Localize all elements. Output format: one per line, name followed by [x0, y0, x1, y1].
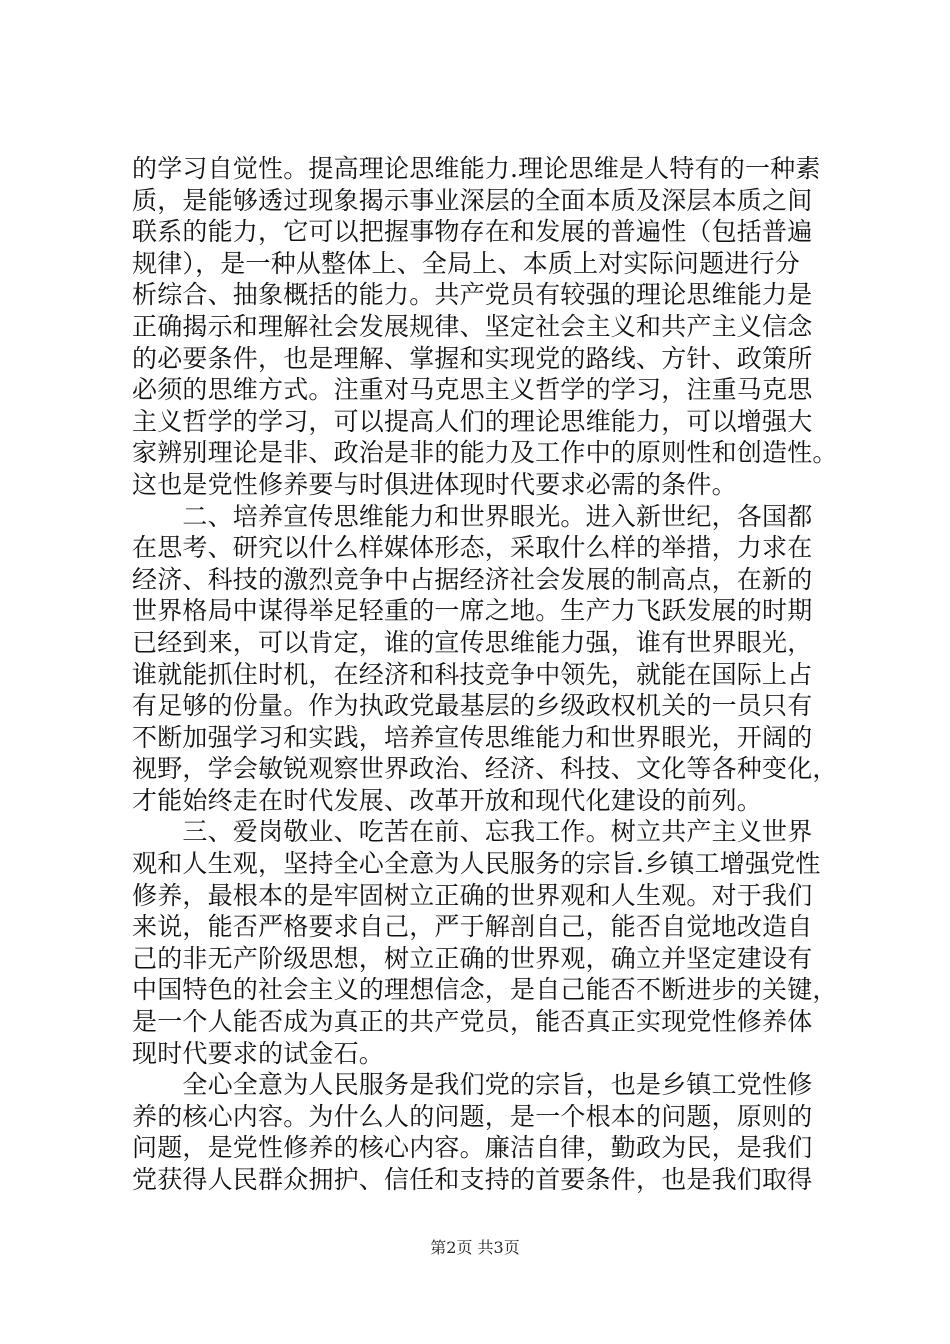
- text-line: 的学习自觉性。提高理论思维能力.理论思维是人特有的一种素: [132, 154, 821, 183]
- text-line: 的必要条件，也是理解、掌握和实现党的路线、方针、政策所: [132, 343, 813, 373]
- text-line: 才能始终走在时代发展、改革开放和现代化建设的前列。: [132, 785, 763, 815]
- text-line: 家辨别理论是非、政治是非的能力及工作中的原则性和创造性。: [132, 438, 838, 468]
- text-line: 规律），是一种从整体上、全局上、本质上对实际问题进行分: [132, 248, 800, 278]
- text-line: 是一个人能否成为真正的共产党员，能否真正实现党性修养体: [132, 1007, 813, 1037]
- text-line: 来说，能否严格要求自己，严于解剖自己，能否自觉地改造自: [132, 912, 813, 942]
- text-line: 质，是能够透过现象揭示事业深层的全面本质及深层本质之间: [132, 185, 813, 215]
- text-line: 这也是党性修养要与时俱进体现时代要求必需的条件。: [132, 469, 737, 499]
- text-line: 全心全意为人民服务是我们党的宗旨，也是乡镇工党性修: [132, 1070, 813, 1100]
- text-line: 世界格局中谋得举足轻重的一席之地。生产力飞跃发展的时期: [132, 596, 813, 626]
- text-line: 观和人生观，坚持全心全意为人民服务的宗旨.乡镇工增强党性: [132, 849, 821, 879]
- page-footer: 第2页 共3页: [430, 1238, 520, 1257]
- text-line: 谁就能抓住时机，在经济和科技竞争中领先，就能在国际上占: [132, 659, 813, 689]
- text-line: 二、培养宣传思维能力和世界眼光。进入新世纪，各国都: [132, 501, 813, 531]
- text-line: 现时代要求的试金石。: [132, 1038, 385, 1068]
- text-line: 己的非无产阶级思想，树立正确的世界观，确立并坚定建设有: [132, 943, 813, 973]
- text-line: 正确揭示和理解社会发展规律、坚定社会主义和共产主义信念: [132, 311, 813, 341]
- document-body: [132, 153, 838, 1196]
- text-line: 三、爱岗敬业、吃苦在前、忘我工作。树立共产主义世界: [132, 817, 813, 847]
- text-line: 不断加强学习和实践，培养宣传思维能力和世界眼光，开阔的: [132, 722, 813, 752]
- text-line: 在思考、研究以什么样媒体形态，采取什么样的举措，力求在: [132, 533, 813, 563]
- text-line: 已经到来，可以肯定，谁的宣传思维能力强，谁有世界眼光，: [132, 627, 813, 657]
- text-line: 必须的思维方式。注重对马克思主义哲学的学习，注重马克思: [132, 375, 813, 405]
- text-line: 党获得人民群众拥护、信任和支持的首要条件，也是我们取得: [132, 1165, 813, 1194]
- text-line: 联系的能力，它可以把握事物存在和发展的普遍性（包括普遍: [132, 217, 813, 247]
- text-line: 视野，学会敏锐观察世界政治、经济、科技、文化等各种变化，: [132, 754, 838, 784]
- text-line: 中国特色的社会主义的理想信念，是自己能否不断进步的关键，: [132, 975, 838, 1005]
- text-line: 主义哲学的学习，可以提高人们的理论思维能力，可以增强大: [132, 406, 813, 436]
- text-line: 问题，是党性修养的核心内容。廉洁自律，勤政为民，是我们: [132, 1133, 813, 1163]
- text-line: 养的核心内容。为什么人的问题，是一个根本的问题，原则的: [132, 1101, 813, 1131]
- text-line: 析综合、抽象概括的能力。共产党员有较强的理论思维能力是: [132, 280, 813, 310]
- text-line: 修养，最根本的是牢固树立正确的世界观和人生观。对于我们: [132, 880, 813, 910]
- text-line: 经济、科技的激烈竞争中占据经济社会发展的制高点，在新的: [132, 564, 813, 594]
- text-line: 有足够的份量。作为执政党最基层的乡级政权机关的一员只有: [132, 691, 813, 721]
